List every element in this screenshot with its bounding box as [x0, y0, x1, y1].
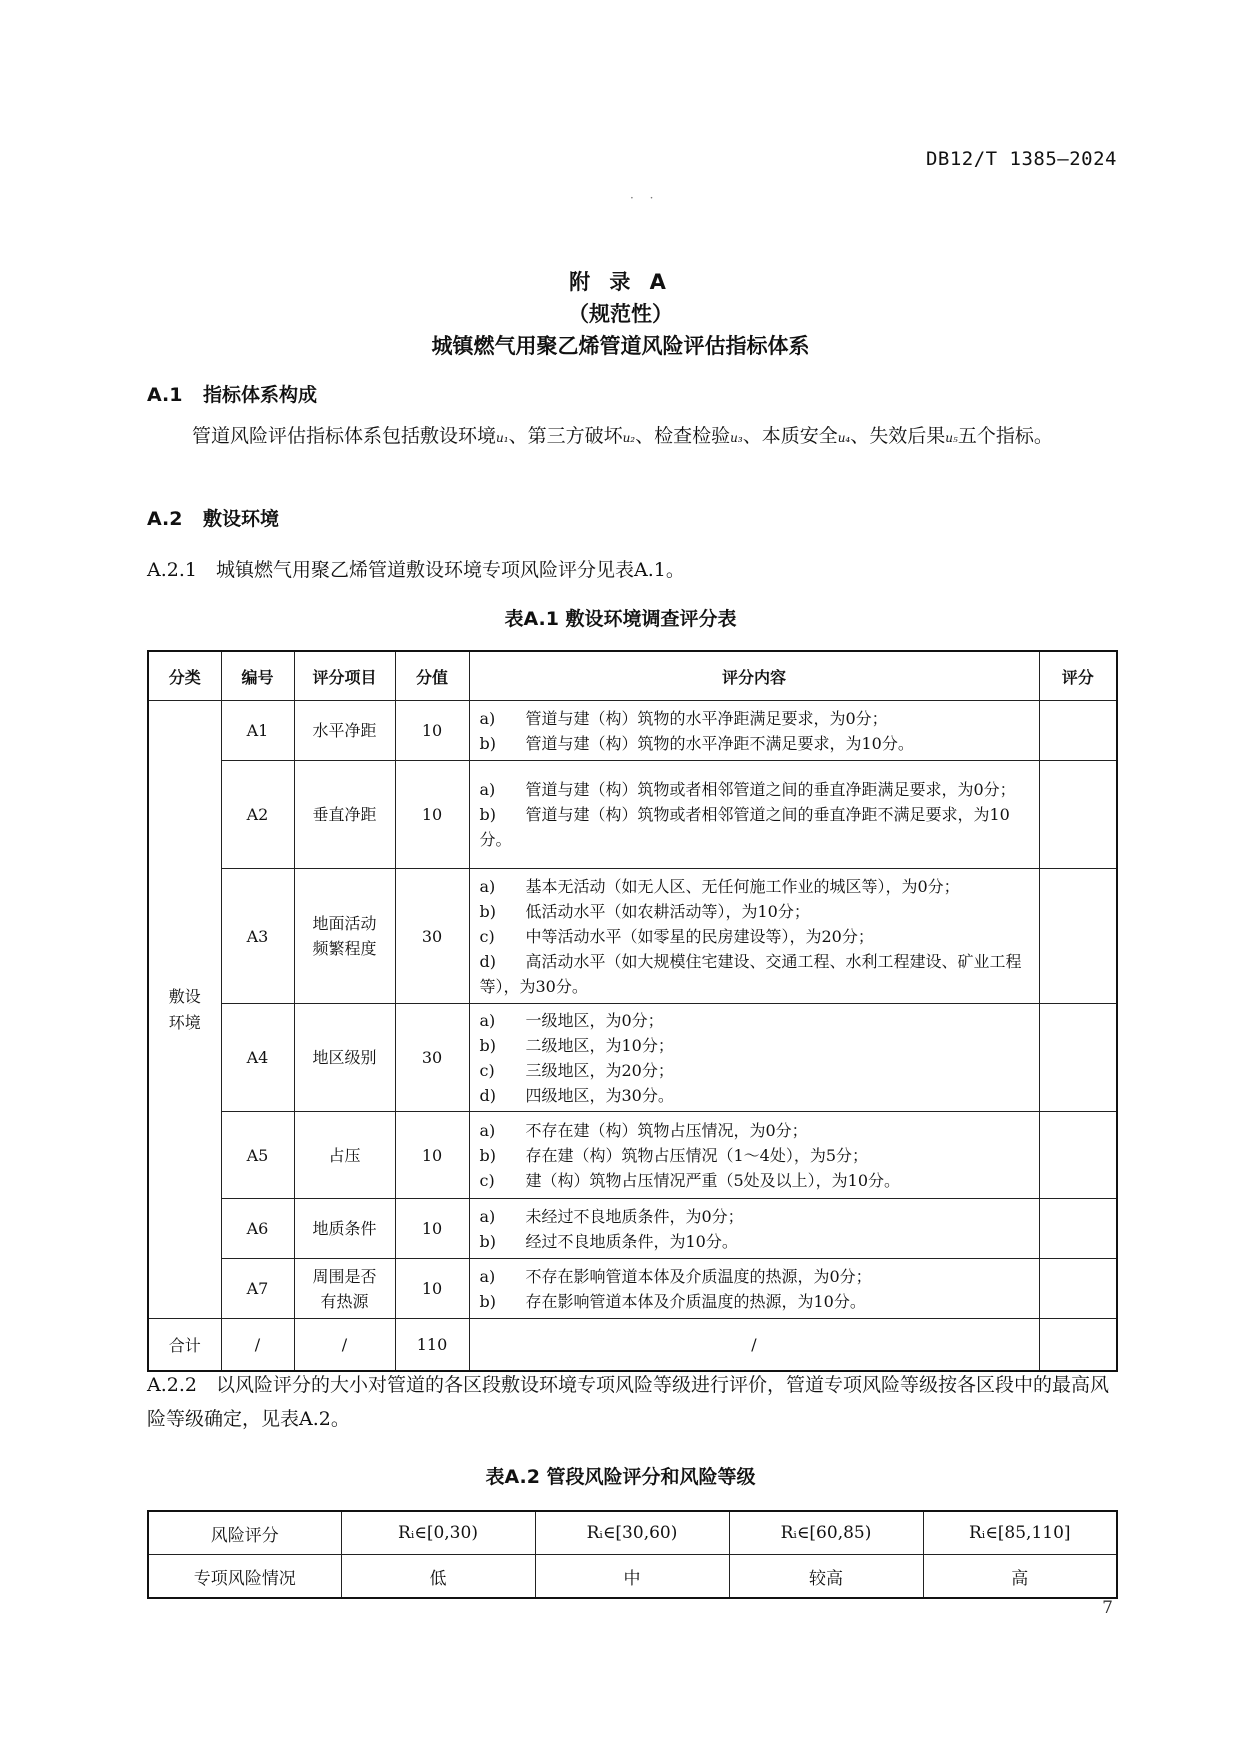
header-cell: 评分项目: [294, 651, 395, 701]
code-cell: A6: [221, 1199, 294, 1259]
criteria-line: [480, 706, 1033, 731]
risk-score-row: [148, 1511, 1117, 1555]
criteria-label: b): [479, 1291, 496, 1311]
table-row: [148, 1004, 1117, 1112]
score-cell: 30: [395, 869, 469, 1004]
criteria-text: 中等活动水平（如零星的民房建设等），为20分；: [525, 926, 874, 946]
score-cell: 10: [395, 761, 469, 869]
item-cell: 地质条件: [294, 1199, 395, 1259]
criteria-line: [480, 949, 1033, 999]
criteria-label: b): [479, 1145, 496, 1165]
section-a2-heading: [147, 504, 279, 531]
section-title: 敷设环境: [203, 508, 280, 530]
score-cell: 30: [395, 1004, 469, 1112]
criteria-label: c): [479, 1170, 495, 1190]
content-cell: [469, 1259, 1039, 1319]
clause-a22: A.2.2 以风险评分的大小对管道的各区段敷设环境专项风险等级进行评价，管道专项风险等级按各区段中的最高风险等级确定，见表A.2。: [147, 1374, 1109, 1430]
score-range: Rᵢ∈[85,110]: [923, 1511, 1117, 1555]
rating-cell: [1039, 1004, 1117, 1112]
total-score-cell: 110: [395, 1319, 469, 1371]
criteria-text: 管道与建（构）筑物的水平净距满足要求，为0分；: [525, 708, 888, 728]
item-cell: 地区级别: [294, 1004, 395, 1112]
criteria-line: [480, 874, 1033, 899]
table-a2: [147, 1510, 1118, 1599]
criteria-line: [480, 731, 1033, 756]
rating-cell: [1039, 761, 1117, 869]
criteria-text: 经过不良地质条件，为10分。: [525, 1231, 738, 1251]
category-cell: 敷设环境: [148, 701, 221, 1319]
criteria-label: a): [479, 708, 496, 728]
criteria-text: 四级地区，为30分。: [525, 1085, 674, 1105]
header-cell: 分值: [395, 651, 469, 701]
header-marks: · ·: [630, 191, 660, 205]
risk-level: 较高: [729, 1555, 923, 1599]
table-a1-caption: 表A.1 敷设环境调查评分表: [504, 608, 737, 630]
criteria-text: 低活动水平（如农耕活动等），为10分；: [525, 901, 810, 921]
rating-cell: [1039, 701, 1117, 761]
criteria-line: [480, 1083, 1033, 1108]
appendix-nature: （规范性）: [568, 302, 673, 326]
criteria-line: [480, 1168, 1033, 1193]
section-number: A.2: [147, 508, 183, 530]
header-cell: 编号: [221, 651, 294, 701]
item-cell: 周围是否有热源: [294, 1259, 395, 1319]
criteria-text: 基本无活动（如无人区、无任何施工作业的城区等），为0分；: [525, 876, 960, 896]
criteria-text: 三级地区，为20分；: [525, 1060, 674, 1080]
section-number: A.1: [147, 384, 183, 406]
criteria-line: [480, 1289, 1033, 1314]
score-range: Rᵢ∈[30,60): [535, 1511, 729, 1555]
table-row: [148, 869, 1117, 1004]
score-cell: 10: [395, 1112, 469, 1199]
total-rating-cell: [1039, 1319, 1117, 1371]
content-cell: [469, 869, 1039, 1004]
criteria-text: 二级地区，为10分；: [525, 1035, 674, 1055]
code-cell: A5: [221, 1112, 294, 1199]
score-cell: 10: [395, 701, 469, 761]
appendix-label: 附 录 A: [569, 270, 672, 294]
criteria-line: [480, 1204, 1033, 1229]
content-cell: [469, 761, 1039, 869]
criteria-text: 存在建（构）筑物占压情况（1～4处），为5分；: [525, 1145, 869, 1165]
risk-level: 高: [923, 1555, 1117, 1599]
code-cell: A4: [221, 1004, 294, 1112]
criteria-line: [480, 1143, 1033, 1168]
score-cell: 10: [395, 1259, 469, 1319]
table-row: [148, 1199, 1117, 1259]
total-row: [148, 1319, 1117, 1371]
criteria-label: b): [479, 1231, 496, 1251]
criteria-line: [480, 777, 1033, 802]
criteria-text: 高活动水平（如大规模住宅建设、交通工程、水利工程建设、矿业工程等），为30分。: [479, 951, 1022, 996]
table-a2-caption: 表A.2 管段风险评分和风险等级: [485, 1466, 756, 1488]
score-range: Rᵢ∈[0,30): [341, 1511, 535, 1555]
criteria-line: [480, 1033, 1033, 1058]
criteria-text: 不存在建（构）筑物占压情况，为0分；: [525, 1120, 808, 1140]
section-a1-heading: [147, 380, 317, 407]
table-row: [148, 1112, 1117, 1199]
table-header-row: [148, 651, 1117, 701]
row-label: 风险评分: [148, 1511, 341, 1555]
criteria-text: 不存在影响管道本体及介质温度的热源，为0分；: [525, 1266, 872, 1286]
criteria-label: a): [479, 780, 496, 799]
criteria-text: 建（构）筑物占压情况严重（5处及以上），为10分。: [525, 1170, 901, 1190]
criteria-label: a): [479, 1266, 496, 1286]
risk-level: 中: [535, 1555, 729, 1599]
rating-cell: [1039, 1259, 1117, 1319]
rating-cell: [1039, 1112, 1117, 1199]
clause-a21: A.2.1 城镇燃气用聚乙烯管道敷设环境专项风险评分见表A.1。: [147, 559, 685, 581]
criteria-line: [480, 1008, 1033, 1033]
table-a1: [147, 650, 1118, 1372]
row-label: 专项风险情况: [148, 1555, 341, 1599]
page-number: 7: [1102, 1598, 1113, 1618]
header-cell: 评分内容: [469, 651, 1039, 701]
item-cell: 地面活动频繁程度: [294, 869, 395, 1004]
criteria-label: c): [479, 926, 495, 946]
criteria-line: [480, 899, 1033, 924]
criteria-text: 存在影响管道本体及介质温度的热源，为10分。: [525, 1291, 866, 1311]
total-item-cell: /: [294, 1319, 395, 1371]
criteria-label: a): [479, 1206, 496, 1226]
criteria-label: a): [479, 1010, 496, 1030]
criteria-text: 管道与建（构）筑物或者相邻管道之间的垂直净距满足要求，为0分；: [525, 780, 1016, 799]
document-number: DB12/T 1385—2024: [925, 148, 1117, 170]
criteria-line: [480, 1264, 1033, 1289]
rating-cell: [1039, 869, 1117, 1004]
criteria-text: 管道与建（构）筑物或者相邻管道之间的垂直净距不满足要求，为10分。: [479, 805, 1010, 849]
criteria-label: b): [479, 805, 496, 824]
criteria-line: [480, 1118, 1033, 1143]
criteria-label: a): [479, 876, 496, 896]
criteria-label: b): [479, 733, 496, 753]
risk-level: 低: [341, 1555, 535, 1599]
criteria-label: c): [479, 1060, 495, 1080]
total-label-cell: 合计: [148, 1319, 221, 1371]
total-code-cell: /: [221, 1319, 294, 1371]
rating-cell: [1039, 1199, 1117, 1259]
item-cell: 水平净距: [294, 701, 395, 761]
criteria-label: a): [479, 1120, 496, 1140]
criteria-line: [480, 1058, 1033, 1083]
content-cell: [469, 1112, 1039, 1199]
score-range: Rᵢ∈[60,85): [729, 1511, 923, 1555]
code-cell: A2: [221, 761, 294, 869]
header-cell: 分类: [148, 651, 221, 701]
item-cell: 垂直净距: [294, 761, 395, 869]
content-cell: [469, 1004, 1039, 1112]
appendix-title: 城镇燃气用聚乙烯管道风险评估指标体系: [431, 334, 810, 358]
criteria-text: 未经过不良地质条件，为0分；: [525, 1206, 744, 1226]
criteria-line: [480, 1229, 1033, 1254]
section-title: 指标体系构成: [203, 384, 318, 406]
score-cell: 10: [395, 1199, 469, 1259]
code-cell: A7: [221, 1259, 294, 1319]
criteria-line: [480, 924, 1033, 949]
table-row: [148, 1259, 1117, 1319]
criteria-line: [480, 802, 1033, 852]
criteria-text: 管道与建（构）筑物的水平净距不满足要求，为10分。: [525, 733, 914, 753]
criteria-label: d): [479, 1085, 496, 1105]
header-cell: 评分: [1039, 651, 1117, 701]
criteria-label: b): [479, 1035, 496, 1055]
item-cell: 占压: [294, 1112, 395, 1199]
content-cell: [469, 701, 1039, 761]
code-cell: A3: [221, 869, 294, 1004]
table-row: [148, 701, 1117, 761]
code-cell: A1: [221, 701, 294, 761]
risk-level-row: [148, 1555, 1117, 1599]
table-row: [148, 761, 1117, 869]
criteria-text: 一级地区，为0分；: [525, 1010, 664, 1030]
total-content-cell: /: [469, 1319, 1039, 1371]
criteria-label: d): [479, 951, 496, 971]
section-a1-paragraph: 管道风险评估指标体系包括敷设环境u₁、第三方破坏u₂、检查检验u₃、本质安全u₄、失效后果u₅五个指标。: [192, 425, 1053, 447]
criteria-label: b): [479, 901, 496, 921]
content-cell: [469, 1199, 1039, 1259]
